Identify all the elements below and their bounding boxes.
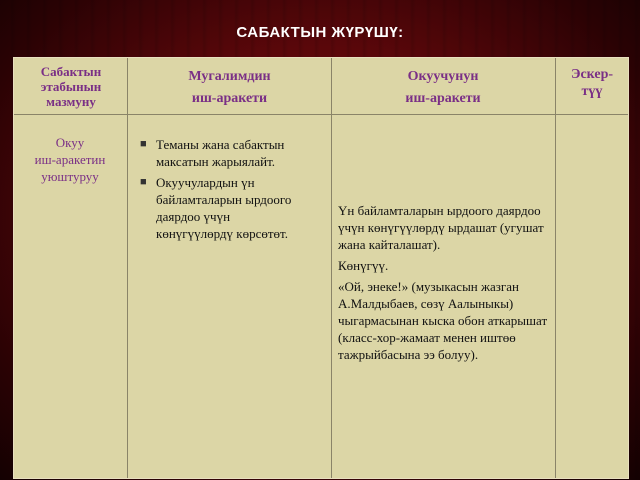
- student-paragraph: Көнүгүү.: [338, 258, 389, 273]
- student-cell: [338, 202, 554, 367]
- header-divider: [14, 114, 628, 115]
- teacher-item-text: Теманы жана сабактын максатын жарыялайт.: [156, 137, 285, 169]
- teacher-cell: [138, 136, 306, 246]
- header-stage-line: этабынын: [40, 79, 102, 94]
- header-stage-line: Сабактын: [40, 64, 102, 79]
- teacher-item-text: Окуучулардын үн байламталарын ырдоого даярдоо үчүн көнүгүүлөрдү көрсөтөт.: [156, 175, 292, 241]
- header-student-line: иш-аракети: [405, 91, 481, 106]
- header-stage-line: мазмуну: [46, 94, 96, 109]
- header-student-line: Окуучунун: [407, 69, 479, 84]
- column-divider: [555, 58, 556, 478]
- column-divider: [331, 58, 332, 478]
- stage-line: иш-аракетин: [34, 152, 106, 167]
- header-stage: [16, 64, 126, 109]
- list-item: [138, 136, 306, 170]
- slide-title: САБАКТЫН ЖҮРҮШҮ:: [236, 24, 404, 41]
- list-item: [138, 174, 306, 242]
- student-paragraph: «Ой, энеке!» (музыкасын жазган А.Малдыбаев, сөзү Аалыныкы) чыгармасынан кыска обон аткарышат (класс-хор-жамаат менен иштөө тажрыйбасына ээ болуу).: [338, 279, 548, 362]
- header-note: [556, 66, 628, 100]
- header-teacher: [128, 66, 331, 110]
- stage-line: уюштуруу: [41, 169, 99, 184]
- student-paragraph: Үн байламталарын ырдоого даярдоо үчүн көнүгүүлөрдү ырдашат (угушат жана кайталашат).: [338, 203, 544, 252]
- header-teacher-line: Мугалимдин: [188, 69, 271, 84]
- stage-line: Окуу: [55, 135, 85, 150]
- header-student: [332, 66, 554, 110]
- teacher-list: [138, 136, 306, 242]
- stage-cell: [16, 134, 124, 185]
- header-note-line: түү: [581, 84, 603, 99]
- bullet-icon: ■: [140, 176, 147, 188]
- column-divider: [127, 58, 128, 478]
- bullet-icon: ■: [140, 138, 147, 150]
- header-note-line: Эскер-: [570, 67, 614, 82]
- header-teacher-line: иш-аракети: [191, 91, 268, 106]
- lesson-table: [13, 57, 629, 479]
